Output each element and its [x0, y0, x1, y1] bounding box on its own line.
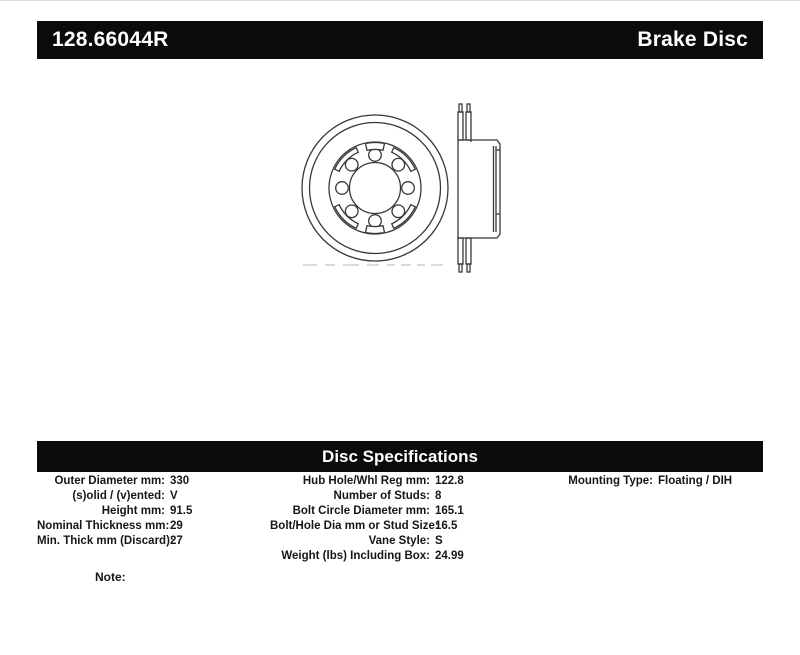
- spec-row: [37, 474, 192, 489]
- spec-label: Height mm:: [101, 505, 165, 517]
- spec-title: Disc Specifications: [322, 446, 478, 466]
- spec-column-middle: [270, 474, 464, 564]
- spec-value: Floating / DIH: [658, 475, 733, 487]
- spec-value: 27: [170, 535, 183, 547]
- spec-label: Min. Thick mm (Discard):: [37, 535, 174, 547]
- spec-row: [270, 534, 464, 549]
- spec-column-right: [520, 474, 732, 489]
- spec-value: 165.1: [435, 505, 464, 517]
- spec-column-left: [37, 474, 192, 549]
- spec-value: 330: [170, 475, 190, 487]
- spec-row: [270, 519, 464, 534]
- spec-label: Hub Hole/Whl Reg mm:: [302, 475, 430, 487]
- product-type-title: Brake Disc: [637, 28, 748, 51]
- spec-label: (s)olid / (v)ented:: [72, 490, 165, 502]
- spec-value: 8: [435, 490, 442, 502]
- spec-title-bar: [37, 441, 763, 472]
- spec-value: S: [435, 535, 443, 547]
- part-number: 128.66044R: [52, 28, 169, 51]
- spec-row: [37, 534, 192, 549]
- spec-label: Mounting Type:: [568, 475, 653, 487]
- spec-row: [270, 489, 464, 504]
- brake-disc-technical-drawing: [295, 98, 515, 278]
- spec-value: 91.5: [170, 505, 193, 517]
- note-label: Note:: [95, 570, 126, 584]
- spec-row: [37, 504, 192, 519]
- header-bar: [37, 21, 763, 59]
- illegible-caption-marks: [303, 264, 443, 266]
- disc-front-view: [302, 115, 448, 261]
- page-top-hairline: [0, 0, 800, 1]
- spec-value: 24.99: [435, 550, 464, 562]
- spec-row: [270, 549, 464, 564]
- spec-label: Outer Diameter mm:: [54, 475, 165, 487]
- spec-value: 122.8: [435, 475, 464, 487]
- spec-value: V: [170, 490, 178, 502]
- spec-row: [37, 519, 192, 534]
- spec-label: Vane Style:: [368, 535, 430, 547]
- spec-label: Weight (lbs) Including Box:: [281, 550, 430, 562]
- disc-side-view: [458, 104, 500, 272]
- spec-label: Nominal Thickness mm:: [37, 520, 170, 532]
- spec-row: [520, 474, 732, 489]
- spec-value: 29: [170, 520, 183, 532]
- spec-label: Number of Studs:: [333, 490, 430, 502]
- spec-label: Bolt/Hole Dia mm or Stud Size:: [270, 520, 439, 532]
- spec-row: [37, 489, 192, 504]
- spec-row: [270, 474, 464, 489]
- spec-row: [270, 504, 464, 519]
- spec-label: Bolt Circle Diameter mm:: [292, 505, 430, 517]
- spec-value: 16.5: [435, 520, 458, 532]
